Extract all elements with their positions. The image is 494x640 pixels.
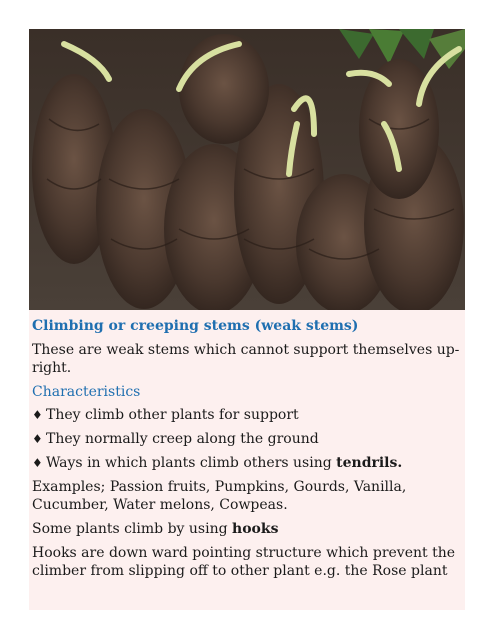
diamond-bullet-icon: ♦ <box>32 456 43 470</box>
bullet-text: Ways in which plants climb others using <box>46 455 337 471</box>
photo-illustration <box>29 29 465 310</box>
diamond-bullet-icon: ♦ <box>32 408 43 422</box>
examples-text: Examples; Passion fruits, Pumpkins, Gourds, Vanilla, Cucumber, Water melons, Cowpeas. <box>32 479 407 513</box>
plant-stems-photo <box>29 29 465 310</box>
intro-text: These are weak stems which cannot support themselves up-right. <box>32 342 460 376</box>
content-panel <box>29 310 465 610</box>
list-item <box>32 406 461 424</box>
hooks-text <box>32 520 461 538</box>
hooks-bold-term: hooks <box>232 521 279 537</box>
diamond-bullet-icon: ♦ <box>32 432 43 446</box>
hooks-text-plain: Some plants climb by using <box>32 521 233 537</box>
bullet-text: They climb other plants for support <box>46 407 299 423</box>
list-item <box>32 454 461 472</box>
section-title: Climbing or creeping stems (weak stems) <box>32 318 359 334</box>
bullet-text: They normally creep along the ground <box>46 431 319 447</box>
bullet-bold-term: tendrils. <box>336 455 403 471</box>
list-item <box>32 430 461 448</box>
hooks-description: Hooks are down ward pointing structure which prevent the climber from slipping off to other plant e.g. the Rose plant <box>32 545 456 579</box>
characteristics-heading: Characteristics <box>32 384 141 400</box>
